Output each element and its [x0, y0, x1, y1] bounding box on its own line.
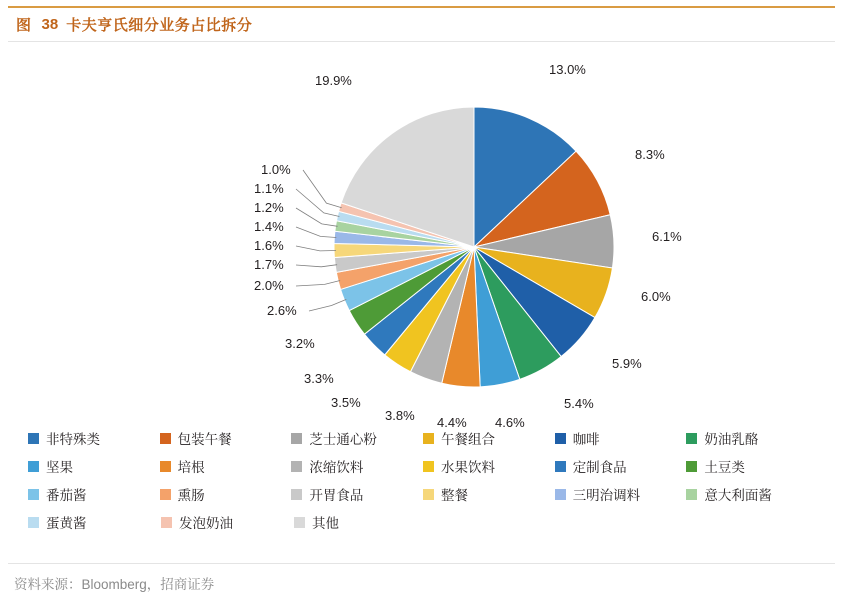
legend-item[interactable]: [160, 456, 292, 476]
legend-item[interactable]: [686, 456, 818, 476]
legend-label: 三明治调料: [572, 488, 641, 503]
legend-label: 水果饮料: [441, 460, 496, 475]
legend-label: 熏肠: [177, 488, 205, 503]
legend-swatch-icon: [160, 461, 171, 472]
legend-label: 蛋黄酱: [46, 516, 87, 531]
legend-row: [28, 480, 818, 508]
pie-value-label: 1.4%: [254, 219, 284, 234]
legend-row: [28, 424, 818, 452]
legend-label: 坚果: [46, 460, 73, 475]
leader-line: [296, 246, 336, 251]
pie-value-label: 13.0%: [549, 62, 586, 77]
legend-item[interactable]: [160, 484, 292, 504]
legend-label: 整餐: [441, 488, 469, 503]
legend-item[interactable]: [291, 456, 423, 476]
pie-value-label: 5.9%: [612, 356, 642, 371]
leader-line: [303, 170, 342, 208]
legend-label: 浓缩饮料: [309, 460, 364, 475]
pie-value-label: 4.6%: [495, 415, 525, 430]
pie-value-label: 6.1%: [652, 229, 682, 244]
legend-item[interactable]: [686, 484, 818, 504]
legend-item[interactable]: [555, 456, 687, 476]
legend-item[interactable]: [423, 428, 555, 448]
legend-swatch-icon: [291, 489, 302, 500]
legend-label: 定制食品: [572, 460, 627, 475]
pie-value-label: 3.8%: [385, 408, 415, 423]
legend-swatch-icon: [423, 461, 434, 472]
legend-swatch-icon: [160, 489, 171, 500]
legend-row: [28, 508, 818, 536]
figure-tag: 图: [16, 17, 32, 34]
legend-item[interactable]: [294, 512, 427, 532]
pie-value-label: 1.7%: [254, 257, 284, 272]
legend-label: 土豆类: [704, 460, 745, 475]
legend-swatch-icon: [28, 517, 39, 528]
leader-line: [296, 227, 336, 238]
legend-swatch-icon: [686, 461, 697, 472]
legend-swatch-icon: [423, 489, 434, 500]
legend-swatch-icon: [28, 489, 39, 500]
chart-legend: [28, 424, 818, 536]
legend-swatch-icon: [294, 517, 305, 528]
legend-item[interactable]: [28, 512, 161, 532]
legend-swatch-icon: [555, 433, 566, 444]
legend-label: 开胃食品: [309, 488, 364, 503]
figure-header: [8, 6, 835, 42]
legend-item[interactable]: [28, 456, 160, 476]
legend-label: 其他: [312, 516, 339, 531]
pie-value-label: 6.0%: [641, 289, 671, 304]
legend-swatch-icon: [28, 433, 39, 444]
pie-svg: [8, 44, 835, 424]
legend-swatch-icon: [555, 489, 566, 500]
figure-footer: [8, 563, 835, 595]
pie-value-label: 3.3%: [304, 371, 334, 386]
legend-label: 番茄酱: [46, 488, 87, 503]
figure-number: 38: [41, 16, 59, 33]
legend-label: 包装午餐: [177, 432, 232, 447]
pie-value-label: 19.9%: [315, 73, 352, 88]
legend-swatch-icon: [423, 433, 434, 444]
legend-item[interactable]: [423, 484, 555, 504]
legend-swatch-icon: [555, 461, 566, 472]
pie-value-label: 8.3%: [635, 147, 665, 162]
pie-value-label: 1.6%: [254, 238, 284, 253]
pie-value-label: 2.0%: [254, 278, 284, 293]
leader-line: [296, 265, 337, 267]
legend-item[interactable]: [686, 428, 818, 448]
legend-label: 意大利面酱: [704, 488, 772, 503]
legend-label: 非特殊类: [46, 432, 100, 447]
pie-value-label: 2.6%: [267, 303, 297, 318]
legend-label: 午餐组合: [441, 432, 496, 447]
chart-area: [8, 44, 835, 554]
source-note: 资料来源：Bloomberg，招商证券: [14, 576, 215, 592]
pie-value-label: 3.5%: [331, 395, 361, 410]
pie-value-label: 3.2%: [285, 336, 315, 351]
pie-value-label: 1.1%: [254, 181, 284, 196]
pie-value-label: 4.4%: [437, 415, 467, 430]
pie-slices: [334, 107, 614, 387]
legend-row: [28, 452, 818, 480]
legend-label: 芝士通心粉: [309, 432, 377, 447]
legend-item[interactable]: [291, 484, 423, 504]
legend-swatch-icon: [686, 433, 697, 444]
legend-item[interactable]: [161, 512, 294, 532]
leader-line: [296, 208, 338, 226]
legend-item[interactable]: [555, 484, 687, 504]
legend-label: 发泡奶油: [179, 516, 233, 531]
legend-swatch-icon: [160, 433, 171, 444]
legend-item[interactable]: [291, 428, 423, 448]
legend-swatch-icon: [686, 489, 697, 500]
legend-swatch-icon: [291, 433, 302, 444]
legend-item[interactable]: [28, 484, 160, 504]
legend-swatch-icon: [291, 461, 302, 472]
legend-label: 培根: [177, 460, 205, 475]
pie-value-label: 1.0%: [261, 162, 291, 177]
legend-item[interactable]: [423, 456, 555, 476]
legend-item[interactable]: [160, 428, 292, 448]
legend-label: 咖啡: [572, 432, 600, 447]
pie-value-label: 5.4%: [564, 396, 594, 411]
legend-label: 奶油乳酪: [704, 432, 759, 447]
legend-swatch-icon: [28, 461, 39, 472]
legend-item[interactable]: [555, 428, 687, 448]
legend-swatch-icon: [161, 517, 172, 528]
leader-line: [309, 299, 346, 311]
pie-chart: [8, 44, 835, 430]
leader-line: [296, 281, 340, 287]
legend-item[interactable]: [28, 428, 160, 448]
pie-value-label: 1.2%: [254, 200, 284, 215]
page-title: 卡夫亨氏细分业务占比拆分: [66, 17, 253, 34]
